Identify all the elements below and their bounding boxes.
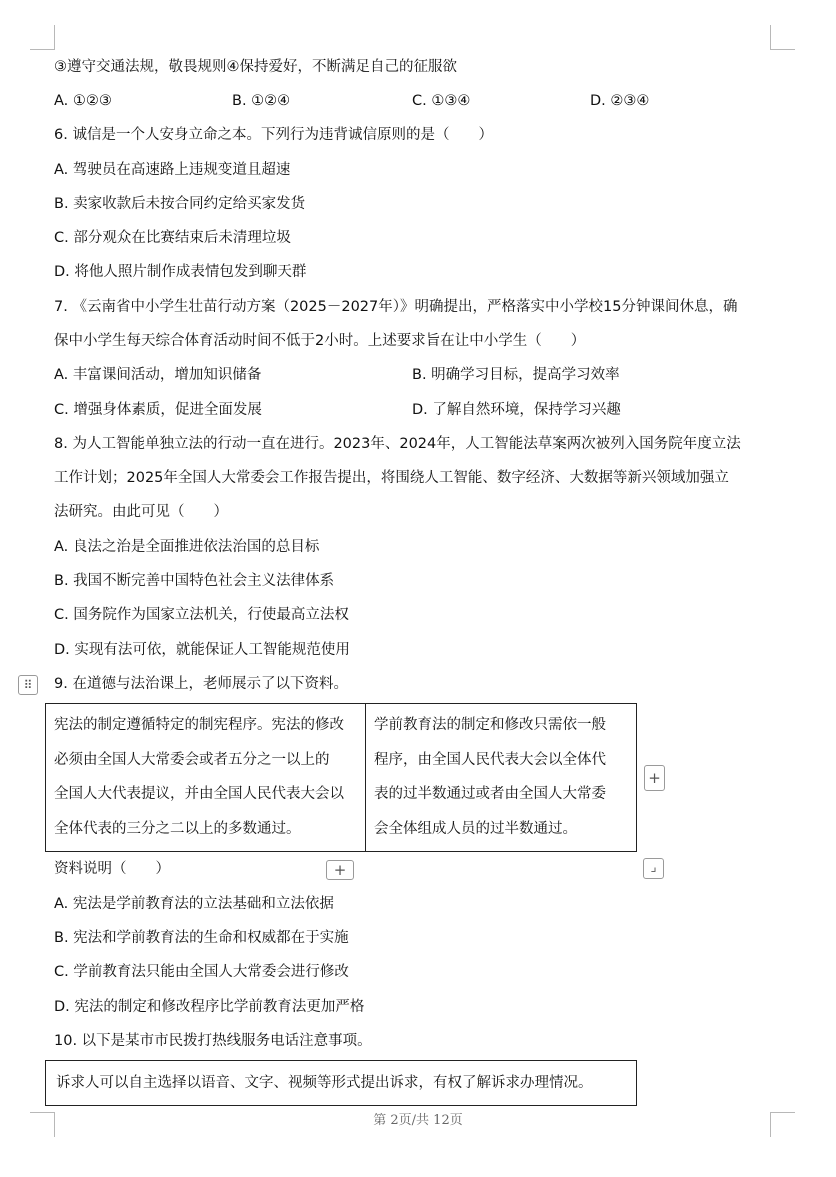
q8-option-c: C. 国务院作为国家立法机关，行使最高立法权: [54, 607, 349, 623]
page-footer: 第 2页/共 12页: [373, 1113, 463, 1128]
drag-handle-icon[interactable]: ⠿: [18, 675, 38, 695]
q9-right-line: 会全体组成人员的过半数通过。: [374, 820, 577, 837]
q10-notice-box: [45, 1060, 637, 1106]
q9-left-line: 宪法的制定遵循特定的制宪程序。宪法的修改: [54, 717, 344, 733]
q9-right-line: 表的过半数通过或者由全国人大常委: [374, 786, 606, 802]
q9-material-table: [45, 703, 637, 852]
q8-option-d: D. 实现有法可依，就能保证人工智能规范使用: [54, 642, 350, 658]
q9-stem: 9. 在道德与法治课上，老师展示了以下资料。: [54, 676, 348, 692]
q5-option-line: ③遵守交通法规，敬畏规则④保持爱好，不断满足自己的征服欲: [54, 59, 457, 75]
q6-option-b: B. 卖家收款后未按合同约定给买家发货: [54, 196, 306, 212]
q9-option-c: C. 学前教育法只能由全国人大常委会进行修改: [54, 964, 349, 980]
q10-stem: 10. 以下是某市市民拨打热线服务电话注意事项。: [54, 1033, 372, 1049]
q9-option-d: D. 宪法的制定和修改程序比学前教育法更加严格: [54, 999, 365, 1015]
q7-stem-line-2: 保中小学生每天综合体育活动时间不低于2小时。上述要求旨在让中小学生（ ）: [54, 333, 586, 349]
q9-left-line: 全国人大代表提议，并由全国人民代表大会以: [54, 786, 344, 802]
q10-notice-text: 诉求人可以自主选择以语音、文字、视频等形式提出诉求，有权了解诉求办理情况。: [56, 1075, 593, 1091]
q7-stem-line-1: 7. 《云南省中小学生壮苗行动方案（2025－2027年）》明确提出，严格落实中小学校15分钟课间休息，确: [54, 299, 738, 315]
q8-option-b: B. 我国不断完善中国特色社会主义法律体系: [54, 573, 335, 589]
q9-option-b: B. 宪法和学前教育法的生命和权威都在于实施: [54, 930, 349, 946]
q8-option-a: A. 良法之治是全面推进依法治国的总目标: [54, 539, 320, 555]
corner-mark-top-right: [770, 25, 795, 50]
q8-stem-line-3: 法研究。由此可见（ ）: [54, 504, 228, 520]
q8-stem-line-2: 工作计划；2025年全国人大常委会工作报告提出，将围绕人工智能、数字经济、大数据等新兴领域加强立: [54, 470, 729, 486]
q6-option-d: D. 将他人照片制作成表情包发到聊天群: [54, 264, 307, 280]
q5-option-b: B. ①②④: [232, 93, 291, 109]
corner-mark-top-left: [30, 25, 55, 50]
add-row-button[interactable]: +: [326, 860, 354, 880]
q9-right-line: 学前教育法的制定和修改只需依一般: [374, 717, 606, 733]
q9-right-line: 程序，由全国人民代表大会以全体代: [374, 751, 606, 768]
q9-left-line: 必须由全国人大常委会或者五分之一以上的: [54, 751, 330, 768]
q9-left-line: 全体代表的三分之二以上的多数通过。: [54, 820, 301, 837]
q9-note: 资料说明（ ）: [54, 861, 170, 877]
q5-option-d: D. ②③④: [590, 93, 650, 109]
q6-option-a: A. 驾驶员在高速路上违规变道且超速: [54, 162, 291, 178]
add-column-button[interactable]: +: [644, 765, 665, 791]
q7-option-b: B. 明确学习目标，提高学习效率: [412, 367, 620, 383]
q5-option-c: C. ①③④: [412, 93, 471, 109]
q5-option-a: A. ①②③: [54, 93, 112, 109]
q9-option-a: A. 宪法是学前教育法的立法基础和立法依据: [54, 896, 334, 912]
q7-option-a: A. 丰富课间活动，增加知识储备: [54, 367, 262, 383]
q9-table-cell-right: [366, 704, 636, 851]
q6-stem: 6. 诚信是一个人安身立命之本。下列行为违背诚信原则的是（ ）: [54, 127, 493, 143]
q9-table-cell-left: [46, 704, 366, 851]
resize-table-icon[interactable]: ⌟: [643, 858, 664, 879]
q7-option-c: C. 增强身体素质，促进全面发展: [54, 402, 262, 418]
q6-option-c: C. 部分观众在比赛结束后未清理垃圾: [54, 230, 291, 246]
q8-stem-line-1: 8. 为人工智能单独立法的行动一直在进行。2023年、2024年，人工智能法草案两次被列入国务院年度立法: [54, 436, 741, 452]
q7-option-d: D. 了解自然环境，保持学习兴趣: [412, 402, 621, 418]
